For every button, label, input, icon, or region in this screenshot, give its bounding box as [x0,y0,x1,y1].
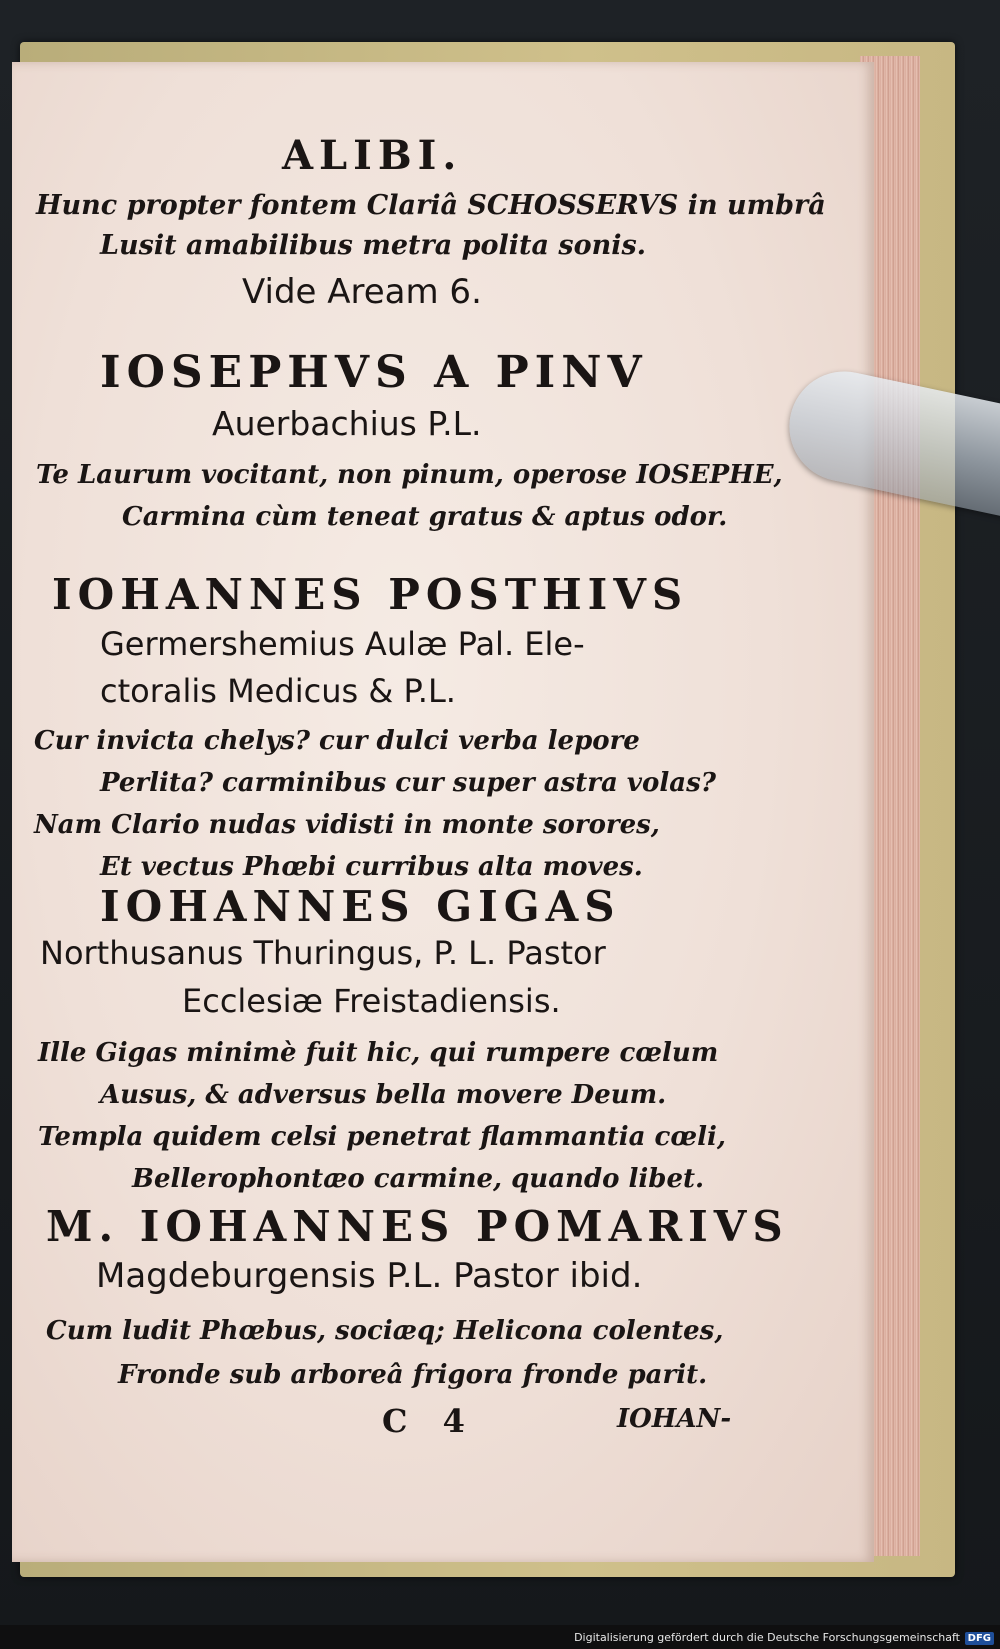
cross-reference: Vide Aream 6. [242,272,482,312]
section-subheading: Magdeburgensis P.L. Pastor ibid. [96,1256,643,1296]
catchword: IOHAN- [617,1404,732,1434]
verse-line: Fronde sub arboreâ frigora fronde parit. [118,1360,708,1390]
verse-line: Ausus, & adversus bella movere Deum. [100,1080,667,1110]
verse-line: Ille Gigas minimè fuit hic, qui rumpere cœlum [38,1038,719,1068]
section-heading: ALIBI. [282,132,463,179]
section-subheading: Germershemius Aulæ Pal. Ele- [100,625,585,663]
section-subheading: ctoralis Medicus & P.L. [100,672,456,710]
section-subheading: Auerbachius P.L. [212,404,482,443]
section-heading: IOHANNES GIGAS [100,882,621,931]
verse-line: Perlita? carminibus cur super astra volas? [100,768,716,798]
verse-line: Templa quidem celsi penetrat flammantia cœli, [38,1122,726,1152]
verse-line: Cum ludit Phœbus, sociæq; Helicona colentes, [46,1316,724,1346]
verse-line: Carmina cùm teneat gratus & aptus odor. [122,502,728,532]
verse-line: Cur invicta chelys? cur dulci verba lepore [34,726,640,756]
section-subheading: Ecclesiæ Freistadiensis. [182,982,561,1020]
verse-line: Nam Clario nudas vidisti in monte sorores, [34,810,660,840]
section-heading: M. IOHANNES POMARIVS [46,1202,789,1251]
verse-line: Bellerophontæo carmine, quando libet. [132,1164,705,1194]
verse-line: Lusit amabilibus metra polita sonis. [100,230,647,261]
dfg-logo: DFG [965,1632,994,1645]
digitization-footer [0,1625,1000,1649]
section-subheading: Northusanus Thuringus, P. L. Pastor [40,934,606,972]
verse-line: Et vectus Phœbi curribus alta moves. [100,852,643,882]
verse-line: Te Laurum vocitant, non pinum, operose IOSEPHE, [36,460,783,490]
signature-mark: C 4 [382,1402,477,1440]
verse-line: Hunc propter fontem Clariâ SCHOSSERVS in umbrâ [36,190,826,221]
book-page [12,62,874,1562]
section-heading: IOHANNES POSTHIVS [52,570,689,619]
digitization-credit: Digitalisierung gefördert durch die Deutsche Forschungsgemeinschaft [574,1631,960,1644]
section-heading: IOSEPHVS A PINV [100,347,648,398]
